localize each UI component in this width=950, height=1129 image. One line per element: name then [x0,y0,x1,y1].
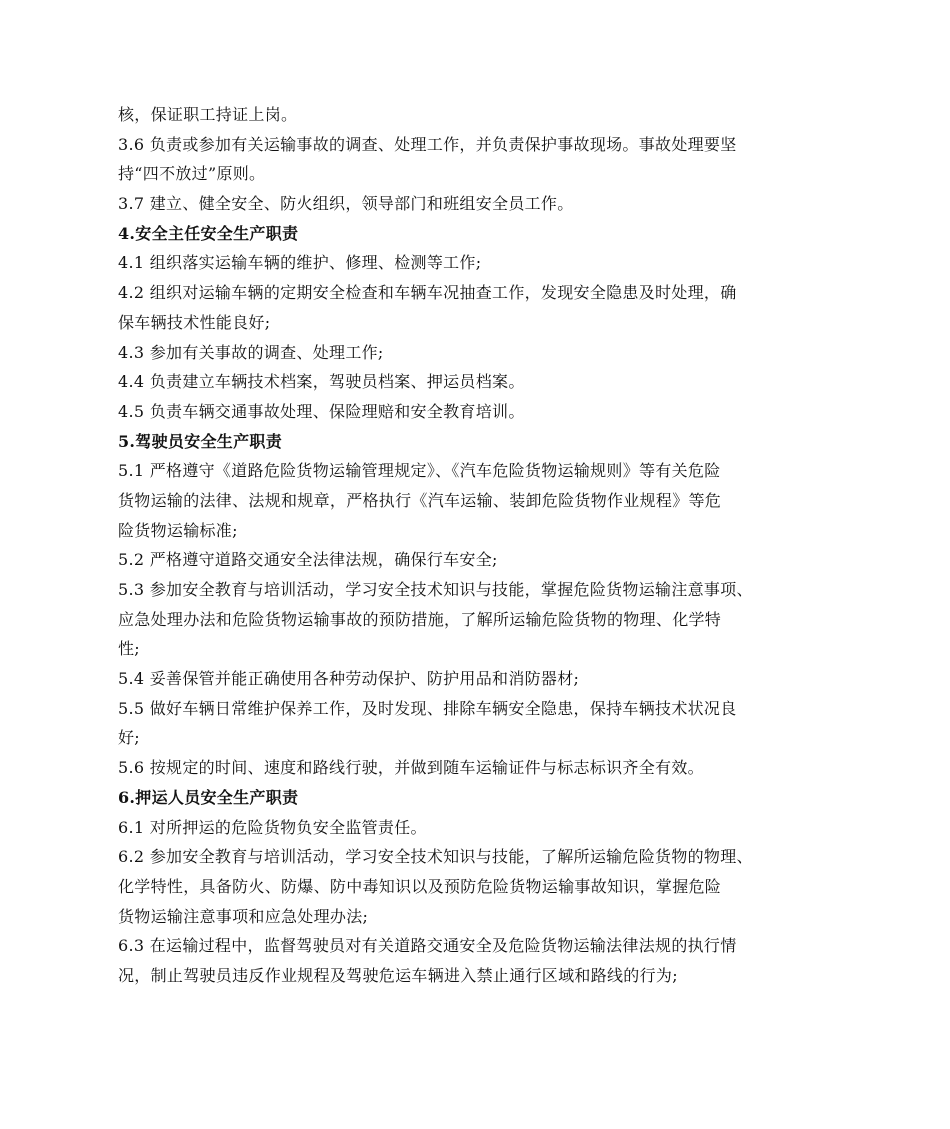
text-line: 5.4 妥善保管并能正确使用各种劳动保护、防护用品和消防器材; [118,669,580,689]
text-line: 5.3 参加安全教育与培训活动，学习安全技术知识与技能，掌握危险货物运输注意事项、 [118,580,753,599]
text-line: 性; [118,639,140,659]
text-line: 5.2 严格遵守道路交通安全法律法规，确保行车安全; [118,550,498,570]
text-line: 持“四不放过”原则。 [118,164,266,184]
text-line: 4.4 负责建立车辆技术档案，驾驶员档案、押运员档案。 [118,372,525,392]
text-line: 况，制止驾驶员违反作业规程及驾驶危运车辆进入禁止通行区域和路线的行为; [118,965,678,985]
text-line: 4.3 参加有关事故的调查、处理工作; [118,342,384,362]
text-line: 核，保证职工持证上岗。 [118,105,298,124]
text-line: 5.1 严格遵守《道路危险货物运输管理规定》、《汽车危险货物运输规则》等有关危险 [118,461,721,481]
text-line: 应急处理办法和危险货物运输事故的预防措施，了解所运输危险货物的物理、化学特 [118,609,722,629]
text-line: 5.6 按规定的时间、速度和路线行驶，并做到随车运输证件与标志标识齐全有效。 [118,758,704,778]
text-line: 6.2 参加安全教育与培训活动，学习安全技术知识与技能，了解所运输危险货物的物理、 [118,847,753,867]
text-line: 4.2 组织对运输车辆的定期安全检查和车辆车况抽查工作，发现安全隐患及时处理，确 [118,283,737,303]
text-line: 4.1 组织落实运输车辆的维护、修理、检测等工作; [118,253,482,273]
text-line: 险货物运输标准; [118,520,238,540]
text-line: 好; [118,728,140,748]
text-line: 货物运输注意事项和应急处理办法; [118,906,369,926]
text-line: 保车辆技术性能良好; [118,312,271,332]
section-heading: 5.驾驶员安全生产职责 [118,431,283,451]
text-line: 货物运输的法律、法规和规章，严格执行《汽车运输、装卸危险货物作业规程》等危 [118,490,722,510]
section-heading: 4.安全主任安全生产职责 [118,223,299,243]
text-line: 6.3 在运输过程中，监督驾驶员对有关道路交通安全及危险货物运输法律法规的执行情 [118,936,737,956]
text-line: 3.7 建立、健全安全、防火组织，领导部门和班组安全员工作。 [118,194,574,214]
text-line: 6.1 对所押运的危险货物负安全监管责任。 [118,817,427,837]
document-body [118,100,838,991]
section-heading: 6.押运人员安全生产职责 [118,787,299,807]
text-line: 化学特性，具备防火、防爆、防中毒知识以及预防危险货物运输事故知识，掌握危险 [118,876,722,896]
text-line: 5.5 做好车辆日常维护保养工作，及时发现、排除车辆安全隐患，保持车辆技术状况良 [118,698,737,718]
text-line: 3.6 负责或参加有关运输事故的调查、处理工作，并负责保护事故现场。事故处理要坚 [118,134,737,154]
text-line: 4.5 负责车辆交通事故处理、保险理赔和安全教育培训。 [118,401,525,421]
